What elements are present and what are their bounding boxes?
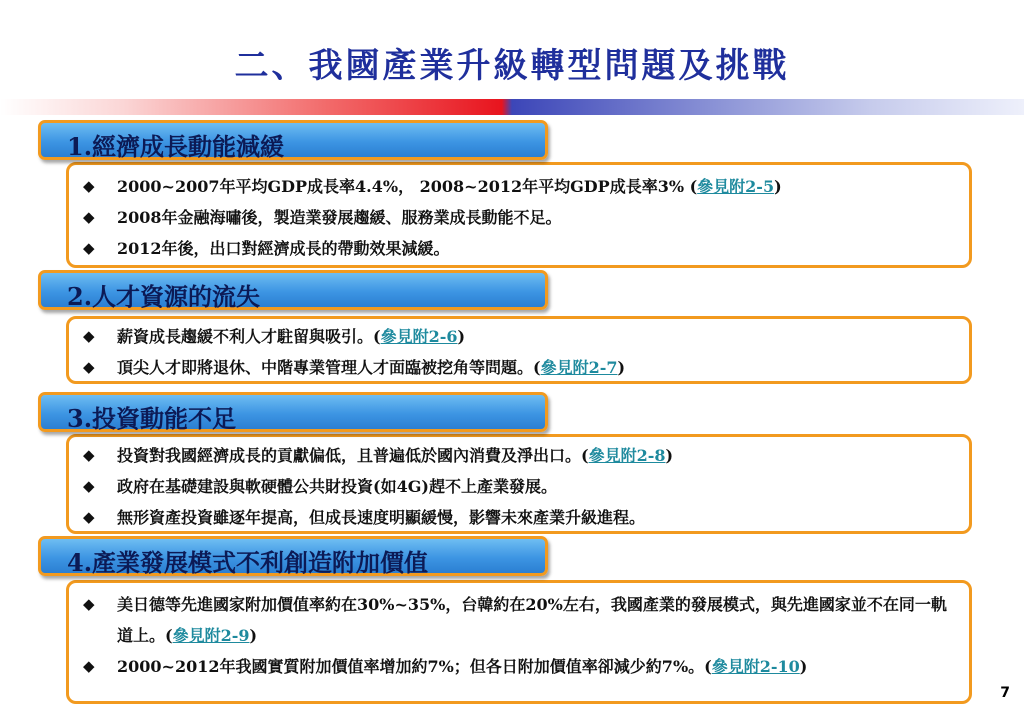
- diamond-bullet-icon: ◆: [83, 327, 95, 345]
- bullet-text-end: ): [665, 446, 674, 465]
- reference-link[interactable]: 參見附2-7: [540, 358, 618, 377]
- bullet-text: 政府在基礎建設與軟硬體公共財投資(如4G)趕不上產業發展。: [117, 477, 557, 496]
- reference-link[interactable]: 參見附2-10: [711, 657, 800, 676]
- section-heading-1: [38, 120, 548, 160]
- bullet-text: 2000~2007年平均GDP成長率4.4%， 2008~2012年平均GDP成長率3% (: [117, 177, 698, 196]
- section-4-box: [66, 580, 972, 704]
- section-2-box: [66, 316, 972, 384]
- bullet-item: [69, 502, 969, 533]
- bullet-text-end: ): [774, 177, 782, 196]
- diamond-bullet-icon: ◆: [83, 477, 95, 495]
- section-heading-2-text: 2.人才資源的流失: [67, 282, 261, 311]
- title-underline-bar: [0, 99, 1024, 115]
- slide-title: 二、我國產業升級轉型問題及挑戰: [234, 46, 790, 86]
- diamond-bullet-icon: ◆: [83, 177, 95, 195]
- bullet-text: 2008年金融海嘯後，製造業發展趨緩、服務業成長動能不足。: [117, 208, 562, 227]
- bullet-item: [69, 233, 969, 264]
- section-2-bullets: [69, 321, 969, 383]
- bullet-text: 頂尖人才即將退休、中階專業管理人才面臨被挖角等問題。(: [117, 358, 541, 377]
- diamond-bullet-icon: ◆: [83, 239, 95, 257]
- section-heading-4: [38, 536, 548, 576]
- section-1-box: [66, 162, 972, 268]
- section-3-bullets: [69, 440, 969, 533]
- diamond-bullet-icon: ◆: [83, 595, 95, 613]
- bullet-item: [69, 352, 969, 383]
- bullet-text: 薪資成長趨緩不利人才駐留與吸引。(: [117, 327, 381, 346]
- bullet-item: [69, 440, 969, 471]
- diamond-bullet-icon: ◆: [83, 446, 95, 464]
- bullet-text: 投資對我國經濟成長的貢獻偏低，且普遍低於國內消費及淨出口。(: [117, 446, 589, 465]
- diamond-bullet-icon: ◆: [83, 358, 95, 376]
- section-heading-4-text: 4.產業發展模式不利創造附加價值: [67, 548, 429, 577]
- bullet-text-end: ): [457, 327, 466, 346]
- section-heading-3: [38, 392, 548, 432]
- diamond-bullet-icon: ◆: [83, 208, 95, 226]
- section-heading-1-text: 1.經濟成長動能減緩: [67, 132, 285, 161]
- section-heading-3-text: 3.投資動能不足: [67, 404, 237, 433]
- reference-link[interactable]: 參見附2-9: [172, 626, 250, 645]
- bullet-text: 2000~2012年我國實質附加價值率增加約7%；但各日附加價值率卻減少約7%。(: [117, 657, 712, 676]
- bullet-text: 2012年後，出口對經濟成長的帶動效果減緩。: [117, 239, 450, 258]
- section-4-bullets: [69, 589, 969, 682]
- bullet-item: [69, 471, 969, 502]
- bullet-text: 無形資產投資雖逐年提高，但成長速度明顯緩慢，影響未來產業升級進程。: [117, 508, 646, 527]
- bullet-item: [69, 589, 969, 651]
- diamond-bullet-icon: ◆: [83, 508, 95, 526]
- bullet-item: [69, 171, 969, 202]
- bullet-item: [69, 321, 969, 352]
- diamond-bullet-icon: ◆: [83, 657, 95, 675]
- reference-link[interactable]: 參見附2-6: [380, 327, 458, 346]
- bullet-item: [69, 651, 969, 682]
- page-number: 7: [1000, 685, 1010, 701]
- reference-link[interactable]: 參見附2-5: [697, 177, 775, 196]
- bullet-text: 美日德等先進國家附加價值率約在30%~35%，台韓約在20%左右，我國產業的發展模式，與先進國家並不在同一軌道上。(: [117, 595, 947, 645]
- reference-link[interactable]: 參見附2-8: [588, 446, 666, 465]
- bullet-text-end: ): [249, 626, 258, 645]
- section-1-bullets: [69, 171, 969, 264]
- section-heading-2: [38, 270, 548, 310]
- section-3-box: [66, 434, 972, 534]
- bullet-item: [69, 202, 969, 233]
- bullet-text-end: ): [799, 657, 808, 676]
- bullet-text-end: ): [617, 358, 626, 377]
